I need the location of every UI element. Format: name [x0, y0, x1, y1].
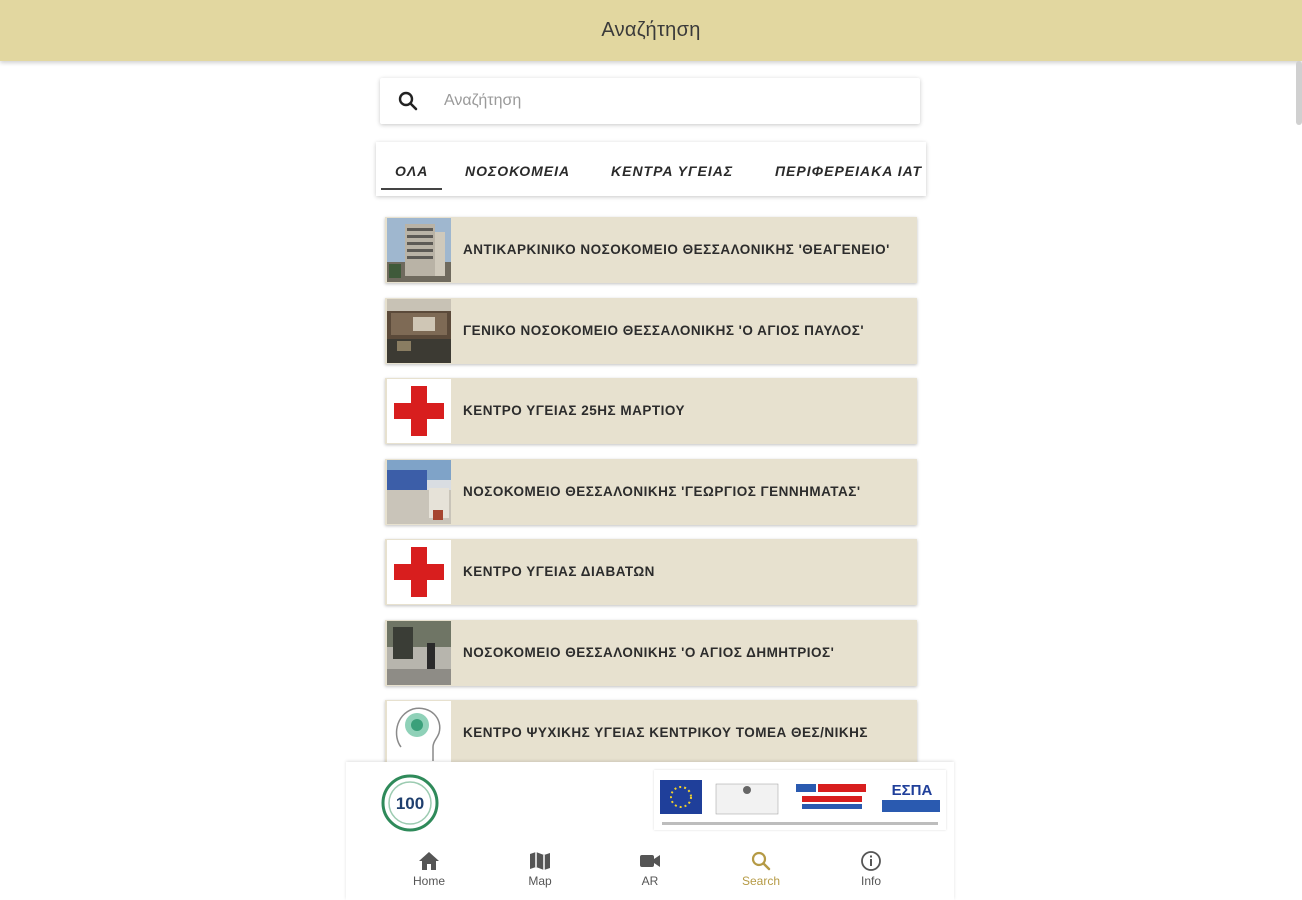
search-icon [396, 89, 420, 113]
list-item-label: ΚΕΝΤΡΟ ΥΓΕΙΑΣ ΔΙΑΒΑΤΩΝ [463, 564, 655, 579]
nav-ar[interactable] [610, 848, 690, 888]
list-item-label: ΚΕΝΤΡΟ ΥΓΕΙΑΣ 25ΗΣ ΜΑΡΤΙΟΥ [463, 403, 685, 418]
building-photo-thumbnail [387, 621, 451, 685]
map-icon [528, 850, 552, 872]
search-input[interactable] [442, 91, 876, 111]
results-list [385, 217, 917, 781]
bottom-navigation [346, 848, 954, 900]
list-item-label: ΝΟΣΟΚΟΜΕΙΟ ΘΕΣΣΑΛΟΝΙΚΗΣ 'ΓΕΩΡΓΙΟΣ ΓΕΝΝΗΜΑΤΑΣ' [463, 483, 861, 499]
list-item[interactable] [385, 700, 917, 766]
svg-text:100: 100 [395, 794, 425, 813]
mental-health-logo [387, 701, 451, 765]
list-item-label: ΑΝΤΙΚΑΡΚΙΝΙΚΟ ΝΟΣΟΚΟΜΕΙΟ ΘΕΣΣΑΛΟΝΙΚΗΣ 'ΘΕΑΓΕΝΕΙΟ' [463, 242, 890, 257]
home-icon [417, 850, 441, 872]
red-cross-icon [387, 540, 451, 604]
tab-all[interactable]: ΟΛΑ [395, 142, 428, 196]
page-title: Αναζήτηση [601, 19, 701, 41]
scrollbar[interactable] [1296, 61, 1302, 125]
list-item-label: ΓΕΝΙΚΟ ΝΟΣΟΚΟΜΕΙΟ ΘΕΣΣΑΛΟΝΙΚΗΣ 'Ο ΑΓΙΟΣ ΠΑΥΛΟΣ' [463, 322, 865, 338]
video-camera-icon [638, 850, 662, 872]
list-item[interactable] [385, 459, 917, 525]
svg-text:ΕΣΠΑ: ΕΣΠΑ [891, 782, 933, 799]
tab-health-centers[interactable]: ΚΕΝΤΡΑ ΥΓΕΙΑΣ [611, 163, 734, 179]
footer [346, 762, 954, 900]
tab-regional-clinics[interactable]: ΠΕΡΙΦΕΡΕΙΑΚΑ ΙΑΤ [775, 163, 922, 179]
nav-info-label: Info [860, 874, 881, 888]
list-item[interactable] [385, 217, 917, 283]
nav-search-label: Search [741, 874, 781, 888]
red-cross-icon [387, 379, 451, 443]
list-item[interactable] [385, 539, 917, 605]
nav-home[interactable] [389, 848, 469, 888]
nav-ar-label: AR [641, 874, 659, 888]
info-icon [859, 850, 883, 872]
nav-info[interactable] [831, 848, 911, 888]
app-header [0, 0, 1302, 61]
nav-search[interactable] [721, 848, 801, 888]
nav-map[interactable] [500, 848, 580, 888]
building-photo-thumbnail [387, 299, 451, 363]
search-bar[interactable] [380, 78, 920, 124]
list-item-label: ΝΟΣΟΚΟΜΕΙΟ ΘΕΣΣΑΛΟΝΙΚΗΣ 'Ο ΑΓΙΟΣ ΔΗΜΗΤΡΙΟΣ' [463, 644, 835, 660]
list-item[interactable] [385, 298, 917, 364]
list-item[interactable] [385, 620, 917, 686]
search-icon [749, 850, 773, 872]
nav-home-label: Home [412, 874, 445, 888]
building-photo-thumbnail [387, 460, 451, 524]
tab-hospitals[interactable]: ΝΟΣΟΚΟΜΕΙΑ [465, 163, 571, 179]
category-tabs [376, 142, 926, 196]
nav-map-label: Map [528, 874, 552, 888]
list-item-label: ΚΕΝΤΡΟ ΨΥΧΙΚΗΣ ΥΓΕΙΑΣ ΚΕΝΤΡΙΚΟΥ ΤΟΜΕΑ ΘΕΣ/ΝΙΚΗΣ [463, 725, 868, 740]
building-photo-thumbnail [387, 218, 451, 282]
anniversary-logo [380, 774, 442, 832]
list-item[interactable] [385, 378, 917, 444]
espa-funding-banner [654, 770, 946, 830]
